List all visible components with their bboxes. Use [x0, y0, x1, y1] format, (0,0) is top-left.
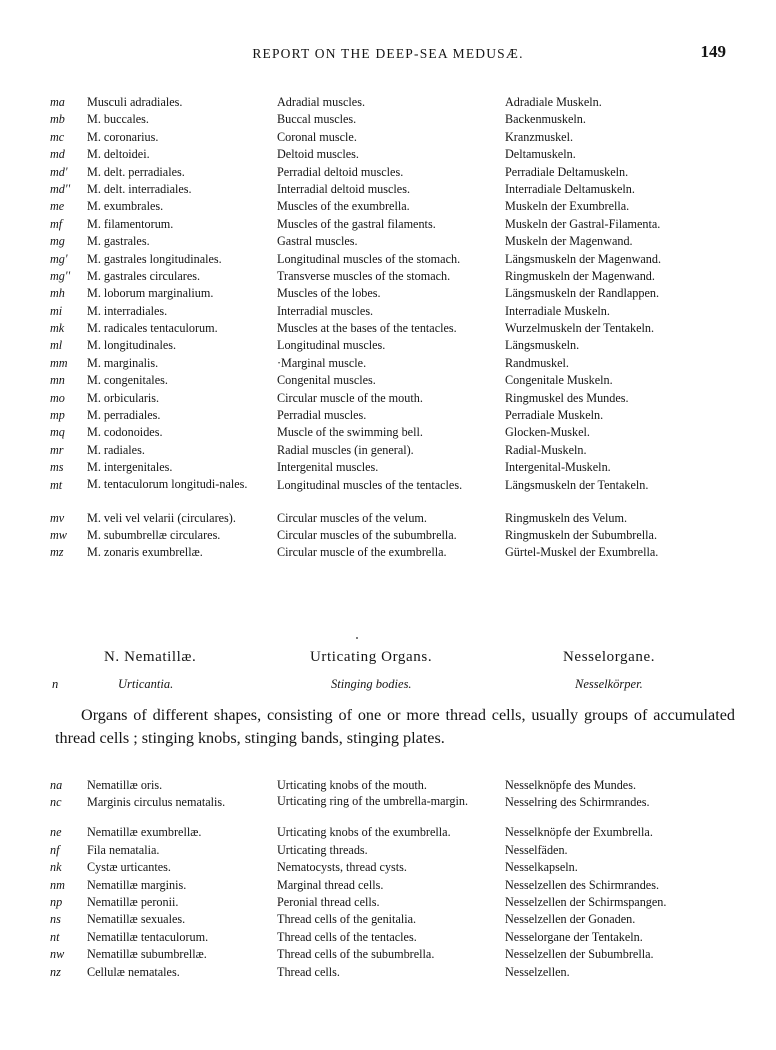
table-row [0, 895, 776, 912]
latin-term: Fila nematalia. [87, 842, 160, 857]
latin-term: Marginis circulus nematalis. [87, 795, 226, 810]
table-row [0, 199, 776, 216]
table-row [0, 147, 776, 164]
latin-term: M. delt. interradiales. [87, 181, 192, 196]
table-row [0, 130, 776, 147]
german-term: Gürtel-Muskel der Exumbrella. [505, 545, 659, 560]
german-term: Ringmuskeln der Subumbrella. [505, 527, 657, 542]
abbreviation: ms [50, 460, 64, 475]
section-title-german: Nesselorgane. [563, 649, 656, 665]
table-row [0, 165, 776, 182]
abbreviation: mc [50, 129, 65, 144]
abbreviation: ns [50, 912, 61, 927]
latin-term: M. tentaculorum longitudi-nales. [87, 476, 248, 491]
latin-term: M. buccales. [87, 112, 149, 127]
german-term: Randmuskel. [505, 355, 569, 370]
section-title-english: Urticating Organs. [310, 649, 433, 665]
abbreviation: nc [50, 795, 62, 810]
english-term: Muscles of the lobes. [277, 286, 381, 301]
german-term: Nesselring des Schirmrandes. [505, 795, 650, 810]
english-term: Marginal thread cells. [277, 877, 384, 892]
section-subtitle-german: Nesselkörper. [575, 677, 643, 691]
section-title-latin: N. Nematillæ. [104, 649, 197, 665]
german-term: Nesselzellen der Schirmspangen. [505, 894, 667, 909]
abbreviation: mp [50, 408, 65, 423]
section-subtitle-english: Stinging bodies. [331, 677, 412, 691]
section-abbreviation: n [52, 677, 59, 691]
latin-term: Nematillæ subumbrellæ. [87, 947, 207, 962]
abbreviation: mn [50, 373, 65, 388]
english-term: Perradial muscles. [277, 408, 367, 423]
german-term: Längsmuskeln. [505, 338, 580, 353]
abbreviation: ne [50, 825, 62, 840]
latin-term: M. longitudinales. [87, 338, 177, 353]
table-row [0, 947, 776, 964]
english-term: Longitudinal muscles of the tentacles. [277, 477, 463, 492]
latin-term: M. congenitales. [87, 373, 168, 388]
german-term: Nesselknöpfe des Mundes. [505, 778, 636, 792]
abbreviation: mf [50, 216, 63, 231]
german-term: Interradiale Muskeln. [505, 303, 610, 318]
english-term: Muscles at the bases of the tentacles. [277, 321, 457, 336]
latin-term: M. gastrales. [87, 234, 150, 249]
abbreviation: mg'' [50, 268, 71, 283]
german-term: Nesselfäden. [505, 842, 568, 857]
latin-term: M. radicales tentaculorum. [87, 321, 218, 336]
latin-term: M. orbicularis. [87, 390, 160, 405]
table-row [0, 795, 776, 825]
table-row [0, 878, 776, 895]
english-term: Circular muscle of the exumbrella. [277, 545, 447, 560]
table-row [0, 338, 776, 355]
abbreviation: np [50, 894, 63, 909]
english-term: Urticating ring of the umbrella-margin. [277, 794, 468, 809]
abbreviation: na [50, 778, 63, 792]
english-term: Nematocysts, thread cysts. [277, 860, 407, 875]
english-term: Thread cells of the subumbrella. [277, 947, 435, 962]
table-row [0, 478, 776, 511]
english-term: Gastral muscles. [277, 234, 358, 249]
abbreviation: mw [50, 527, 67, 542]
abbreviation: nz [50, 964, 61, 979]
print-speck [356, 637, 358, 639]
latin-term: M. radiales. [87, 442, 145, 457]
latin-term: M. codonoides. [87, 425, 163, 440]
table-row [0, 408, 776, 425]
latin-term: M. interradiales. [87, 303, 168, 318]
english-term: Intergenital muscles. [277, 460, 379, 475]
german-term: Nesselzellen der Subumbrella. [505, 947, 654, 962]
german-term: Glocken-Muskel. [505, 425, 590, 440]
latin-term: M. delt. perradiales. [87, 164, 185, 179]
abbreviation: mk [50, 321, 65, 336]
abbreviation: mt [50, 477, 63, 492]
latin-term: M. exumbrales. [87, 199, 164, 214]
table-row [0, 234, 776, 251]
table-row [0, 460, 776, 477]
german-term: Nesselzellen des Schirmrandes. [505, 877, 659, 892]
table-row [0, 425, 776, 442]
german-term: Nesselorgane der Tentakeln. [505, 929, 643, 944]
latin-term: Cystæ urticantes. [87, 860, 171, 875]
english-term: Thread cells. [277, 964, 340, 979]
latin-term: M. loborum marginalium. [87, 286, 214, 301]
table-row [0, 286, 776, 303]
latin-term: M. coronarius. [87, 129, 159, 144]
table-row [0, 321, 776, 338]
latin-term: Musculi adradiales. [87, 95, 183, 109]
table-row [0, 269, 776, 286]
abbreviation: md' [50, 164, 68, 179]
english-term: Perradial deltoid muscles. [277, 164, 404, 179]
table-row [0, 217, 776, 234]
latin-term: Nematillæ sexuales. [87, 912, 186, 927]
abbreviation: mm [50, 355, 68, 370]
english-term: Muscles of the exumbrella. [277, 199, 410, 214]
english-term: Peronial thread cells. [277, 894, 380, 909]
english-term: Thread cells of the tentacles. [277, 929, 417, 944]
table-row [0, 825, 776, 842]
latin-term: Nematillæ tentaculorum. [87, 929, 209, 944]
english-term: Interradial deltoid muscles. [277, 181, 411, 196]
english-term: ·Marginal muscle. [277, 355, 367, 370]
abbreviation: md'' [50, 181, 71, 196]
table-row [0, 965, 776, 982]
german-term: Längsmuskeln der Tentakeln. [505, 477, 649, 492]
table-row [0, 112, 776, 129]
latin-term: Cellulæ nematales. [87, 964, 180, 979]
german-term: Ringmuskeln der Magenwand. [505, 268, 655, 283]
german-term: Deltamuskeln. [505, 147, 576, 162]
table-row [0, 930, 776, 947]
english-term: Coronal muscle. [277, 129, 357, 144]
page-number: 149 [700, 42, 726, 61]
english-term: Adradial muscles. [277, 95, 365, 109]
english-term: Buccal muscles. [277, 112, 357, 127]
table-row [0, 912, 776, 929]
section-heading [0, 649, 776, 669]
abbreviation: ml [50, 338, 63, 353]
table-row [0, 511, 776, 528]
german-term: Intergenital-Muskeln. [505, 460, 611, 475]
english-term: Congenital muscles. [277, 373, 376, 388]
english-term: Longitudinal muscles. [277, 338, 386, 353]
german-term: Längsmuskeln der Randlappen. [505, 286, 659, 301]
table-row [0, 95, 776, 112]
abbreviation: mv [50, 510, 65, 525]
english-term: Muscle of the swimming bell. [277, 425, 423, 440]
table-row [0, 391, 776, 408]
latin-term: Nematillæ oris. [87, 778, 163, 792]
table-row [0, 545, 776, 562]
abbreviation: mg [50, 234, 65, 249]
english-term: Circular muscle of the mouth. [277, 390, 423, 405]
english-term: Radial muscles (in general). [277, 442, 414, 457]
latin-term: Nematillæ exumbrellæ. [87, 825, 202, 840]
latin-term: M. gastrales longitudinales. [87, 251, 222, 266]
latin-term: M. subumbrellæ circulares. [87, 527, 221, 542]
abbreviation: ma [50, 95, 65, 109]
english-term: Muscles of the gastral filaments. [277, 216, 436, 231]
abbreviation: nk [50, 860, 62, 875]
german-term: Muskeln der Magenwand. [505, 234, 633, 249]
english-term: Urticating threads. [277, 842, 368, 857]
running-title: REPORT ON THE DEEP-SEA MEDUSÆ. [252, 46, 524, 61]
german-term: Längsmuskeln der Magenwand. [505, 251, 662, 266]
english-term: Longitudinal muscles of the stomach. [277, 251, 461, 266]
table-row [0, 252, 776, 269]
latin-term: M. perradiales. [87, 408, 161, 423]
german-term: Perradiale Muskeln. [505, 408, 604, 423]
table-row [0, 528, 776, 545]
german-term: Radial-Muskeln. [505, 442, 587, 457]
english-term: Interradial muscles. [277, 303, 374, 318]
german-term: Adradiale Muskeln. [505, 95, 602, 109]
table-row [0, 373, 776, 390]
latin-term: M. marginalis. [87, 355, 159, 370]
table-row [0, 356, 776, 373]
english-term: Circular muscles of the velum. [277, 510, 427, 525]
section-subtitle-latin: Urticantia. [118, 677, 174, 691]
german-term: Wurzelmuskeln der Tentakeln. [505, 321, 655, 336]
table-row [0, 860, 776, 877]
german-term: Perradiale Deltamuskeln. [505, 164, 629, 179]
german-term: Ringmuskel des Mundes. [505, 390, 629, 405]
abbreviation: nf [50, 842, 60, 857]
german-term: Nesselzellen. [505, 964, 570, 979]
abbreviation: mg' [50, 251, 68, 266]
table-row [0, 304, 776, 321]
german-term: Ringmuskeln des Velum. [505, 510, 627, 525]
abbreviation: nw [50, 947, 65, 962]
english-term: Thread cells of the genitalia. [277, 912, 417, 927]
abbreviation: mi [50, 303, 63, 318]
abbreviation: mb [50, 112, 65, 127]
abbreviation: md [50, 147, 65, 162]
latin-term: M. filamentorum. [87, 216, 174, 231]
english-term: Urticating knobs of the mouth. [277, 778, 427, 792]
table-row [0, 843, 776, 860]
english-term: Transverse muscles of the stomach. [277, 268, 451, 283]
latin-term: Nematillæ peronii. [87, 894, 179, 909]
table-row [0, 182, 776, 199]
latin-term: M. deltoidei. [87, 147, 150, 162]
german-term: Muskeln der Exumbrella. [505, 199, 630, 214]
latin-term: M. gastrales circulares. [87, 268, 201, 283]
abbreviation: mo [50, 390, 65, 405]
german-term: Kranzmuskel. [505, 129, 574, 144]
abbreviation: mr [50, 442, 64, 457]
abbreviation: mh [50, 286, 65, 301]
latin-term: Nematillæ marginis. [87, 877, 187, 892]
english-term: Deltoid muscles. [277, 147, 359, 162]
abbreviation: mz [50, 545, 64, 560]
section-description: Organs of different shapes, consisting of one or more thread cells, usually groups of accumulated thread cells ; stinging knobs, stinging bands, stinging plates. [55, 706, 735, 747]
latin-term: M. intergenitales. [87, 460, 173, 475]
german-term: Nesselzellen der Gonaden. [505, 912, 636, 927]
english-term: Circular muscles of the subumbrella. [277, 527, 457, 542]
abbreviation: nt [50, 929, 60, 944]
abbreviation: mq [50, 425, 65, 440]
muscle-table [0, 95, 776, 563]
latin-term: M. zonaris exumbrellæ. [87, 545, 203, 560]
nematillae-table [0, 778, 776, 982]
german-term: Backenmuskeln. [505, 112, 586, 127]
german-term: Muskeln der Gastral-Filamenta. [505, 216, 661, 231]
table-row [0, 443, 776, 460]
table-row [0, 778, 776, 795]
german-term: Nesselknöpfe der Exumbrella. [505, 825, 653, 840]
abbreviation: nm [50, 877, 65, 892]
abbreviation: me [50, 199, 65, 214]
english-term: Urticating knobs of the exumbrella. [277, 825, 451, 840]
german-term: Congenitale Muskeln. [505, 373, 613, 388]
german-term: Nesselkapseln. [505, 860, 578, 875]
german-term: Interradiale Deltamuskeln. [505, 181, 635, 196]
latin-term: M. veli vel velarii (circulares). [87, 510, 236, 525]
